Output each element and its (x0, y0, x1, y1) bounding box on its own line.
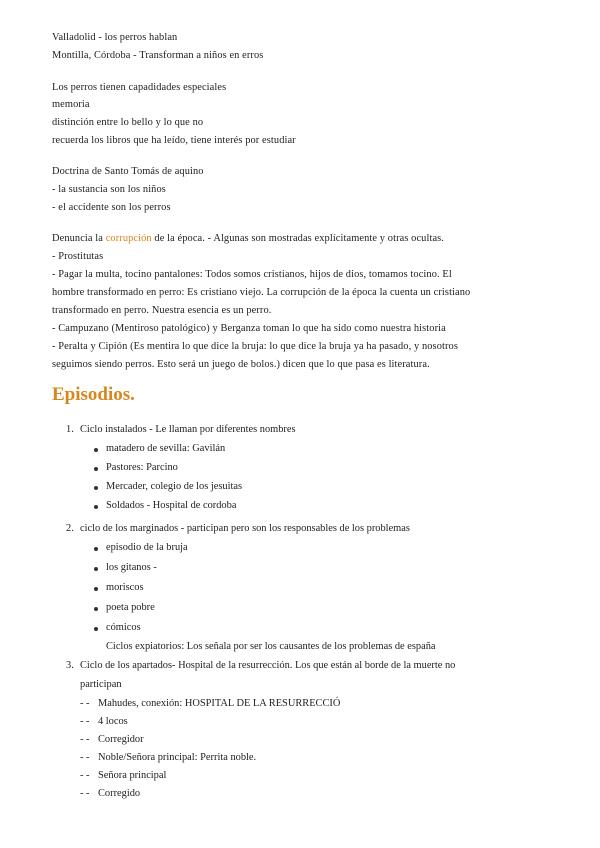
dash-marker: - - (80, 770, 90, 781)
sub-item: Noble/Señora principal: Perrita noble. (98, 752, 257, 763)
paragraph-line: memoria (52, 99, 90, 110)
paragraph-line: transformado en perro. Nuestra esencia es un perro. (52, 305, 272, 316)
intro-line: Montilla, Córdoba - Transforman a niños en erros (52, 50, 264, 61)
paragraph-line: recuerda los libros que ha leído, tiene interés por estudiar (52, 135, 296, 146)
intro-line: Valladolid - los perros hablan (52, 32, 178, 43)
list-note: Ciclos expiatorios: Los señala por ser los causantes de los problemas de españa (106, 641, 436, 652)
bullet-icon (94, 505, 98, 509)
paragraph-line: hombre transformado en perro: Es cristiano viejo. La corrupción de la época la cuenta un cristiano (52, 287, 471, 298)
dash-marker: - - (80, 716, 90, 727)
list-item-text: ciclo de los marginados - participan pero son los responsables de los problemas (80, 523, 410, 534)
list-item-text: Ciclo instalados - Le llaman por diferentes nombres (80, 424, 296, 435)
text-segment: Denuncia la (52, 233, 106, 244)
paragraph-line: - el accidente son los perros (52, 202, 171, 213)
paragraph-line: - Pagar la multa, tocino pantalones: Todos somos cristianos, hijos de dios, tomamos tocino. El (52, 269, 452, 280)
bullet-item: Mercader, colegio de los jesuitas (106, 481, 243, 492)
sub-item: 4 locos (98, 716, 128, 727)
dash-marker: - - (80, 752, 90, 763)
bullet-item: los gitanos - (106, 562, 157, 573)
sub-item: Señora principal (98, 770, 167, 781)
sub-item (98, 696, 340, 712)
bullet-item: matadero de sevilla: Gavilán (106, 443, 226, 454)
bullet-icon (94, 587, 98, 591)
bullet-item: cómicos (106, 622, 141, 633)
bullet-icon (94, 547, 98, 551)
paragraph-line: distinción entre lo bello y lo que no (52, 117, 204, 128)
bullet-item: poeta pobre (106, 602, 155, 613)
bullet-icon (94, 486, 98, 490)
paragraph-line: seguimos siendo perros. Esto será un juego de bolos.) dicen que lo que pasa es literatura. (52, 359, 430, 370)
list-number: 2. (66, 523, 74, 534)
paragraph-line: - Peralta y Cipión (Es mentira lo que dice la bruja: lo que dice la bruja ya ha pasado, y nosotros (52, 341, 458, 352)
list-item-text: Ciclo de los apartados- Hospital de la resurrección. Los que están al borde de la muerte no (80, 660, 456, 671)
list-number: 1. (66, 424, 74, 435)
list-item-text: participan (80, 679, 122, 690)
paragraph-line: Los perros tienen capadidades especiales (52, 82, 227, 93)
highlighted-keyword: corrupción (105, 233, 152, 244)
bullet-icon (94, 467, 98, 471)
section-heading: Episodios. (52, 384, 135, 405)
sub-item: Corregido (98, 788, 141, 799)
bullet-item: Soldados - Hospital de cordoba (106, 500, 237, 511)
paragraph-line: - Prostitutas (52, 251, 104, 262)
paragraph-line: - la sustancia son los niños (52, 184, 166, 195)
bullet-icon (94, 567, 98, 571)
text-segment: de la época. - Algunas son mostradas explícitamente y otras ocultas. (151, 233, 445, 244)
paragraph-line: - Campuzano (Mentiroso patológico) y Berganza toman lo que ha sido como nuestra historia (52, 323, 446, 334)
sub-item: Corregidor (98, 734, 144, 745)
paragraph-line: Doctrina de Santo Tomás de aquino (52, 166, 204, 177)
bullet-item: Pastores: Parcino (106, 462, 178, 473)
bullet-item: episodio de la bruja (106, 542, 188, 553)
sub-item-text: Mahudes, conexión: HOSPITAL DE LA RESURRECCIÓ (98, 698, 341, 709)
dash-marker: - - (80, 788, 90, 799)
paragraph-line (52, 231, 444, 247)
bullet-icon (94, 448, 98, 452)
bullet-item: moriscos (106, 582, 144, 593)
bullet-icon (94, 627, 98, 631)
dash-marker: - - (80, 698, 90, 709)
bullet-icon (94, 607, 98, 611)
dash-marker: - - (80, 734, 90, 745)
list-number: 3. (66, 660, 74, 671)
